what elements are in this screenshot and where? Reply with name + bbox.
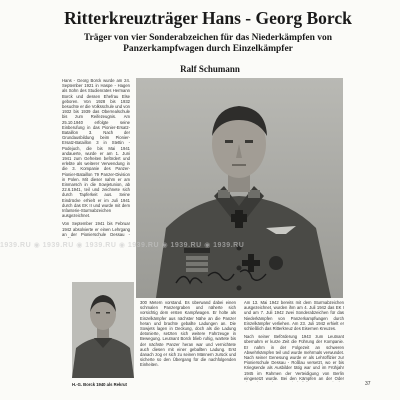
portrait-photo-main	[136, 78, 343, 298]
article-title: Ritterkreuzträger Hans - Georg Borck	[64, 8, 352, 28]
paragraph: Von September 1941 bis Februar 1942 absolvierte er einen Lehrgang an der Pionierschule Dessau -	[62, 221, 130, 237]
paragraph: Hans - Georg Borck wurde am 24. September 1921 in Haspe - Hagen als Sohn des Studienrates Hermann Borck und dessen Ehefrau Else geboren. Von 1928 bis 1932 besuchte er die Volksschule und von 1932 bis 1939 das Oberrealschule bis zum Reifezeugnis. Am 25.10.1940 erfolgte seine Einberufung in das Pionier-Ersatz-Bataillon 3. Nach der Grundausbildung beim Pionier-Ersatz-Bataillon 3 in Stettin - Podejuch, die bis Mai 1941 andauerte, wurde er am 1. Juni 1941 zum Gefreiten befördert und erlebte als weiterer Verwendung in die 3. Kompanie des Panzer-Pionier-Bataillon 79 Panzer-Division in Polen. Mit dieser nahm er am Einmarsch in die Sowjetunion, ab 22.6.1941, teil und zeichnete sich durch Tapferkeit aus. Seine Eindrücke erhielt er im Juli 1941 durch das EK II und wurde mit dem Infanterie-Sturmabzeichen ausgezeichnet.	[62, 78, 130, 219]
paragraph: 300 Metern vorstand. Es überwand dabei einen schmalen Panzergraben und näherte sich vorsichtig dem ersten Kampfwagen. Er holte als Einzelkämpfer aus nächster Nähe an die Panzer heran und brachte geballte Ladungen an. Die Sowjets lagen in Deckung, doch als die Ladung detonierte, setzten sich weitere Fahrzeuge in Bewegung. Leutnant Borck blieb ruhig, wartete bis der nächste Panzer heran war und vernichtete auch diesen mit einer geballten Ladung. Erst danach zog er sich zu seinen Männern zurück und sicherte so den Übergang für die nachfolgenden Einheiten.	[140, 300, 236, 368]
watermark: 1939.RU ◉ 1939.RU ◉ 1939.RU ◉ 1939.RU ◉ 1939.RU ◉ 1939.RU	[0, 242, 245, 249]
portrait-photo-small	[72, 282, 134, 378]
article-subtitle: Träger von vier Sonderabzeichen für das Niederkämpfen von Panzerkampfwagen durch Einzelkämpfer	[83, 33, 333, 54]
paragraph: Am 13. Mai 1942 bereits mit dem Sturmabzeichen ausgezeichnet, wurden ihm am 4. Juli 1942 das EK I und am 7. Juli 1942 zwei Sonderabzeichen für das Niederkämpfen von Panzerkampfwagen durch Einzelkämpfer verliehen. Am 23. Juli 1942 erhielt er schließlich das Ritterkreuz des Eisernen Kreuzes.	[244, 300, 344, 332]
article-author: Ralf Schumann	[180, 64, 240, 74]
text-column-center	[140, 300, 236, 382]
page-number: 37	[365, 381, 371, 387]
text-column-left	[62, 78, 130, 238]
photo-caption: H.-G. Borck 1940 als Rekrut	[72, 382, 127, 387]
paragraph: Nach seiner Beförderung 1943 zum Leutnant übernahm er kurze Zeit die Führung der Kompanie. Er nahm in der Folgezeit an schweren Abwehrkämpfen teil und wurde mehrmals verwundet. Nach seiner Genesung wurde er als Lehroffizier zur Pionierschule Dessau - Roßlau versetzt, wo er bis Kriegsende als Ausbilder tätig war und im Frühjahr 1945 im Rahmen der Verteidigung von Berlin eingesetzt wurde. Bei den Kämpfen an der Oder	[244, 334, 344, 381]
portrait-small-illustration	[72, 282, 134, 378]
portrait-illustration	[136, 78, 343, 298]
text-column-right	[244, 300, 344, 382]
